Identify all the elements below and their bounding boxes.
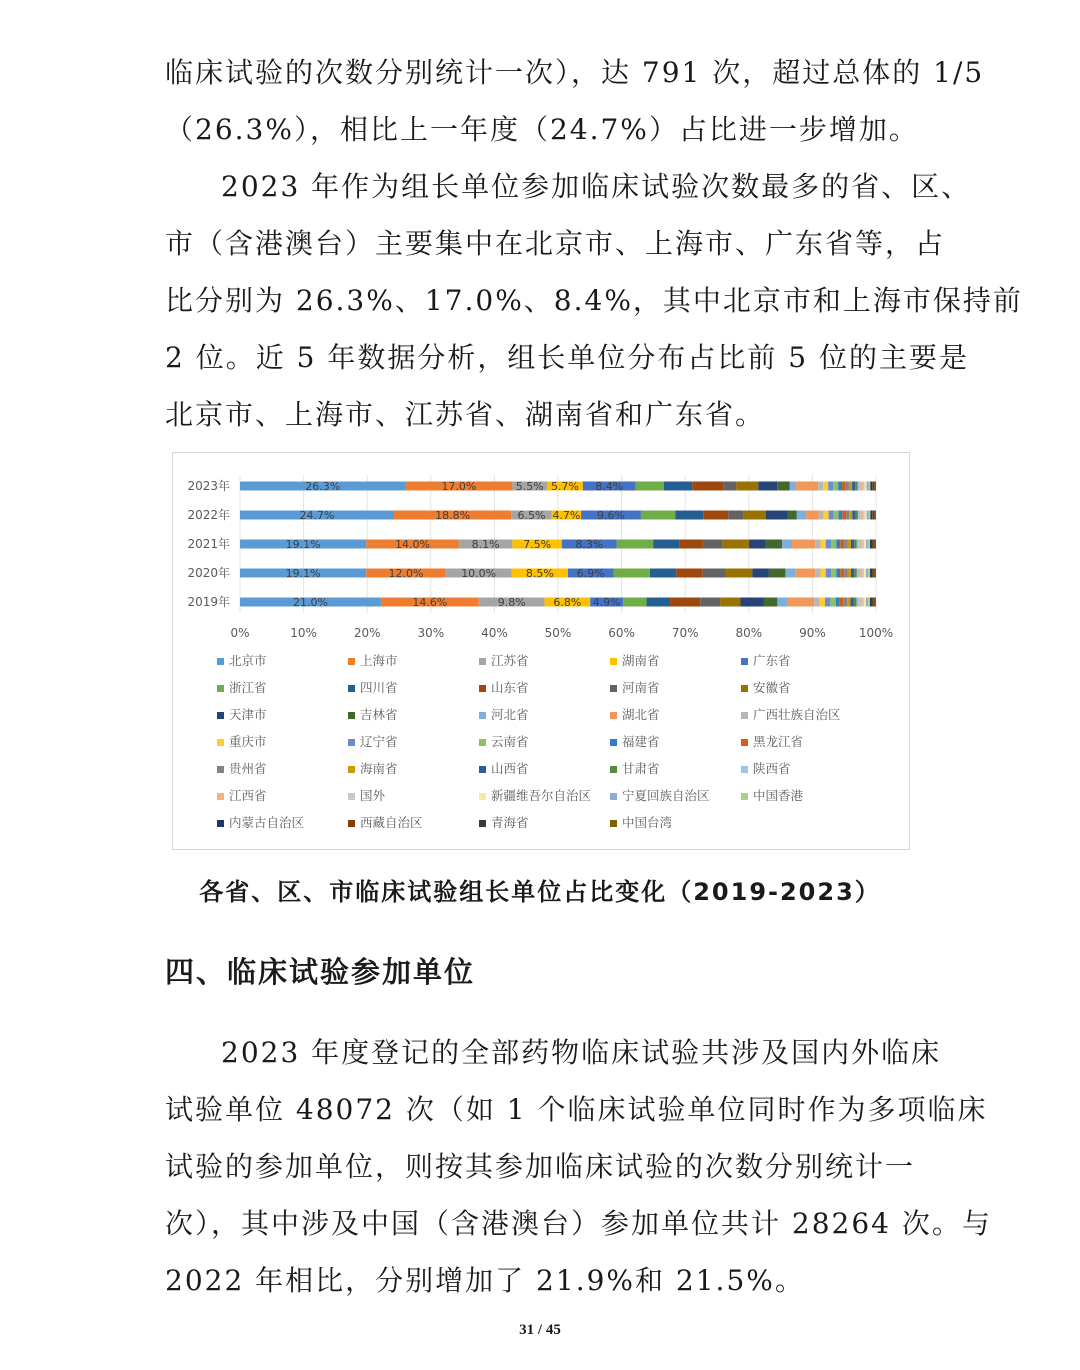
bar-segment — [752, 569, 769, 578]
bar-segment — [862, 540, 864, 549]
legend-swatch — [479, 793, 486, 800]
bar-segment — [864, 598, 866, 607]
bar-segment — [872, 511, 873, 520]
legend-swatch — [741, 712, 748, 719]
data-label: 17.0% — [441, 480, 477, 493]
bar-segment — [874, 511, 875, 520]
legend-swatch — [479, 658, 486, 665]
bar-segment — [851, 540, 854, 549]
paragraph-participating-units — [165, 1024, 992, 1309]
legend-swatch — [348, 820, 355, 827]
bar-segment — [840, 569, 844, 578]
bar-segment — [846, 511, 849, 520]
bar-segment — [664, 482, 692, 491]
bar-segment — [828, 482, 833, 491]
bar-segment — [830, 598, 835, 607]
bar-segment — [870, 540, 872, 549]
legend-label: 山西省 — [491, 761, 529, 776]
bar-segment — [870, 598, 872, 607]
bar-segment — [820, 598, 825, 607]
paragraph-line: （26.3%），相比上一年度（24.7%）占比进一步增加。 — [165, 113, 919, 146]
legend-swatch — [741, 766, 748, 773]
bar-segment — [636, 482, 664, 491]
bar-segment — [840, 598, 844, 607]
legend-label: 安徽省 — [753, 680, 791, 695]
bar-segment — [829, 511, 834, 520]
bar-segment — [820, 540, 825, 549]
bar-segment — [777, 482, 790, 491]
bar-segment — [857, 598, 860, 607]
x-tick-label: 80% — [735, 626, 763, 640]
figure-caption: 各省、区、市临床试验组长单位占比变化（2019-2023） — [199, 878, 881, 906]
bar-segment — [873, 482, 874, 491]
legend-label: 河南省 — [622, 680, 660, 695]
data-label: 26.3% — [305, 480, 341, 493]
bar-segment — [825, 598, 830, 607]
bar-segment — [875, 540, 876, 549]
data-label: 9.8% — [497, 596, 526, 609]
legend-swatch — [610, 766, 617, 773]
bar-segment — [782, 540, 792, 549]
data-label: 8.1% — [471, 538, 500, 551]
bar-segment — [866, 569, 868, 578]
bar-segment — [867, 482, 869, 491]
bar-segment — [851, 598, 854, 607]
bar-segment — [870, 569, 872, 578]
legend-label: 国外 — [360, 788, 386, 803]
legend-label: 上海市 — [360, 653, 398, 668]
legend-label: 浙江省 — [229, 680, 267, 695]
legend-label: 西藏自治区 — [360, 815, 423, 830]
bar-segment — [790, 482, 796, 491]
legend-swatch — [610, 685, 617, 692]
bar-segment — [824, 511, 829, 520]
bar-segment — [855, 511, 857, 520]
bar-segment — [849, 511, 852, 520]
legend-label: 福建省 — [622, 734, 660, 749]
bar-segment — [650, 569, 676, 578]
legend-label: 新疆维吾尔自治区 — [491, 788, 592, 803]
bar-segment — [851, 569, 854, 578]
data-label: 4.7% — [552, 509, 581, 522]
bar-segment — [870, 482, 872, 491]
paragraph-line: 比分别为 26.3%、17.0%、8.4%，其中北京市和上海市保持前 — [165, 284, 1023, 317]
data-label: 6.9% — [576, 567, 605, 580]
bar-segment — [795, 569, 815, 578]
bar-segment — [873, 598, 874, 607]
legend-label: 辽宁省 — [360, 734, 398, 749]
bar-segment — [806, 511, 818, 520]
legend-swatch — [479, 766, 486, 773]
bar-segment — [873, 540, 874, 549]
bar-segment — [872, 569, 873, 578]
bar-segment — [819, 511, 824, 520]
legend-label: 黑龙江省 — [753, 734, 804, 749]
bar-segment — [814, 598, 819, 607]
bar-segment — [859, 540, 862, 549]
bar-segment — [864, 569, 866, 578]
legend-label: 海南省 — [360, 761, 398, 776]
x-tick-label: 70% — [671, 626, 699, 640]
bar-segment — [831, 540, 836, 549]
bar-segment — [787, 598, 814, 607]
data-label: 14.6% — [412, 596, 448, 609]
legend-swatch — [479, 685, 486, 692]
bar-segment — [862, 598, 864, 607]
bar-segment — [868, 569, 870, 578]
x-tick-label: 20% — [353, 626, 381, 640]
bar-segment — [858, 482, 861, 491]
legend-label: 云南省 — [491, 734, 529, 749]
bar-segment — [692, 482, 723, 491]
bar-segment — [724, 482, 737, 491]
legend-swatch — [217, 793, 224, 800]
bar-segment — [785, 569, 795, 578]
data-label: 4.9% — [592, 596, 621, 609]
legend-swatch — [479, 739, 486, 746]
data-label: 6.5% — [517, 509, 546, 522]
legend-label: 山东省 — [491, 680, 529, 695]
bar-segment — [834, 511, 839, 520]
bar-segment — [653, 540, 679, 549]
bar-segment — [736, 482, 758, 491]
bar-segment — [838, 482, 842, 491]
bar-segment — [680, 540, 703, 549]
bar-segment — [844, 540, 847, 549]
paragraph-leader-provinces — [165, 158, 1023, 443]
data-label: 8.4% — [595, 480, 624, 493]
paragraph-continued — [165, 44, 985, 158]
data-label: 5.5% — [515, 480, 544, 493]
bar-segment — [868, 482, 870, 491]
bar-segment — [647, 598, 670, 607]
bar-segment — [875, 511, 876, 520]
bar-segment — [865, 482, 867, 491]
paragraph-line: 临床试验的次数分别统计一次），达 791 次，超过总体的 1/5 — [165, 56, 985, 89]
legend-swatch — [217, 712, 224, 719]
bar-segment — [854, 569, 857, 578]
legend-label: 江苏省 — [491, 653, 529, 668]
data-label: 10.0% — [461, 567, 497, 580]
bar-segment — [720, 598, 740, 607]
bar-segment — [728, 511, 744, 520]
x-tick-label: 10% — [290, 626, 317, 640]
x-tick-label: 90% — [799, 626, 826, 640]
legend-label: 天津市 — [229, 707, 267, 722]
bar-segment — [831, 569, 836, 578]
paragraph-line: 2023 年作为组长单位参加临床试验次数最多的省、区、 — [221, 170, 972, 203]
legend-swatch — [610, 739, 617, 746]
x-tick-label: 30% — [417, 626, 445, 640]
data-label: 9.6% — [597, 509, 625, 522]
bar-segment — [726, 569, 752, 578]
paragraph-line: 试验单位 48072 次（如 1 个临床试验单位同时作为多项临床 — [165, 1093, 988, 1126]
legend-swatch — [217, 766, 224, 773]
bar-segment — [852, 482, 855, 491]
legend-swatch — [479, 820, 486, 827]
data-label: 8.5% — [525, 567, 554, 580]
bar-segment — [758, 482, 777, 491]
legend-swatch — [741, 658, 748, 665]
legend-swatch — [741, 793, 748, 800]
bar-segment — [846, 482, 849, 491]
bar-segment — [875, 598, 876, 607]
page-number: 31 / 45 — [519, 1322, 561, 1338]
x-tick-label: 100% — [858, 626, 894, 640]
bar-segment — [854, 540, 857, 549]
bar-segment — [617, 540, 653, 549]
bar-segment — [849, 482, 852, 491]
bar-segment — [842, 482, 846, 491]
bar-segment — [869, 511, 871, 520]
bar-segment — [858, 511, 860, 520]
bar-segment — [826, 540, 831, 549]
legend-label: 吉林省 — [360, 707, 398, 722]
bar-segment — [766, 540, 783, 549]
bar-segment — [839, 511, 843, 520]
bar-segment — [865, 511, 867, 520]
data-label: 19.1% — [285, 567, 321, 580]
bar-segment — [864, 540, 866, 549]
bar-segment — [769, 569, 786, 578]
data-label: 6.8% — [553, 596, 582, 609]
legend-swatch — [741, 685, 748, 692]
legend-swatch — [217, 820, 224, 827]
legend-swatch — [610, 658, 617, 665]
bar-segment — [872, 482, 873, 491]
legend-swatch — [348, 712, 355, 719]
legend-swatch — [610, 820, 617, 827]
legend-swatch — [217, 658, 224, 665]
bar-segment — [815, 569, 820, 578]
bar-segment — [863, 482, 865, 491]
legend-label: 广西壮族自治区 — [753, 707, 841, 722]
paragraph-line: 北京市、上海市、江苏省、湖南省和广东省。 — [165, 398, 766, 431]
legend-label: 中国香港 — [753, 788, 804, 803]
bar-segment — [700, 598, 720, 607]
paragraph-line: 2 位。近 5 年数据分析，组长单位分布占比前 5 位的主要是 — [165, 341, 969, 374]
chart-canvas — [173, 453, 909, 849]
legend-label: 湖南省 — [622, 653, 660, 668]
data-label: 18.8% — [435, 509, 471, 522]
bar-segment — [820, 569, 825, 578]
legend-swatch — [348, 685, 355, 692]
bar-segment — [792, 540, 815, 549]
bar-segment — [873, 569, 874, 578]
bar-segment — [854, 598, 857, 607]
x-tick-label: 0% — [230, 626, 250, 640]
bar-segment — [852, 511, 855, 520]
bar-segment — [833, 482, 838, 491]
bar-segment — [764, 598, 777, 607]
bar-segment — [868, 598, 870, 607]
legend-label: 重庆市 — [229, 734, 267, 749]
data-label: 7.5% — [523, 538, 552, 551]
legend-swatch — [610, 712, 617, 719]
bar-segment — [818, 482, 823, 491]
bar-segment — [703, 569, 726, 578]
paragraph-line: 2022 年相比，分别增加了 21.9%和 21.5%。 — [165, 1264, 805, 1297]
data-label: 19.1% — [285, 538, 321, 551]
legend-label: 贵州省 — [229, 761, 267, 776]
data-label: 14.0% — [395, 538, 431, 551]
bar-segment — [641, 511, 675, 520]
bar-segment — [872, 540, 873, 549]
bar-segment — [848, 540, 851, 549]
data-label: 5.7% — [550, 480, 579, 493]
bar-segment — [847, 598, 850, 607]
legend-label: 湖北省 — [622, 707, 660, 722]
data-label: 21.0% — [292, 596, 328, 609]
bar-segment — [676, 569, 702, 578]
section-heading: 四、临床试验参加单位 — [165, 955, 476, 989]
bar-segment — [860, 482, 863, 491]
bar-segment — [815, 540, 820, 549]
bar-segment — [749, 540, 766, 549]
legend-label: 四川省 — [360, 680, 398, 695]
bar-segment — [840, 540, 844, 549]
bar-segment — [859, 598, 862, 607]
bar-segment — [863, 511, 865, 520]
legend-swatch — [741, 739, 748, 746]
bar-segment — [766, 511, 788, 520]
bar-segment — [844, 598, 847, 607]
legend-label: 青海省 — [491, 815, 529, 830]
legend-swatch — [348, 739, 355, 746]
bar-segment — [796, 482, 818, 491]
bar-segment — [836, 598, 840, 607]
bar-segment — [614, 569, 650, 578]
legend-swatch — [348, 793, 355, 800]
x-tick-label: 40% — [481, 626, 508, 640]
bar-segment — [859, 569, 862, 578]
y-category-label: 2021年 — [187, 537, 230, 551]
bar-segment — [670, 598, 700, 607]
bar-segment — [836, 540, 840, 549]
y-category-label: 2022年 — [187, 508, 230, 522]
legend-label: 宁夏回族自治区 — [622, 788, 710, 803]
bar-segment — [860, 511, 862, 520]
legend-label: 广东省 — [753, 653, 791, 668]
legend-label: 河北省 — [491, 707, 529, 722]
bar-segment — [866, 598, 868, 607]
data-label: 12.0% — [388, 567, 424, 580]
bar-segment — [867, 511, 869, 520]
bar-segment — [848, 569, 851, 578]
legend-swatch — [348, 766, 355, 773]
bar-segment — [787, 511, 796, 520]
y-category-label: 2019年 — [187, 595, 230, 609]
data-label: 8.3% — [575, 538, 604, 551]
bar-segment — [872, 598, 873, 607]
bar-segment — [823, 482, 828, 491]
bar-segment — [855, 482, 858, 491]
bar-segment — [703, 540, 723, 549]
bar-segment — [723, 540, 749, 549]
bar-segment — [744, 511, 766, 520]
legend-label: 内蒙古自治区 — [229, 815, 305, 830]
bar-segment — [703, 511, 728, 520]
bar-segment — [675, 511, 703, 520]
bar-segment — [875, 482, 876, 491]
bar-segment — [777, 598, 787, 607]
bar-segment — [857, 569, 860, 578]
bar-segment — [866, 540, 868, 549]
bar-segment — [870, 511, 872, 520]
y-category-label: 2020年 — [187, 566, 230, 580]
bar-segment — [826, 569, 831, 578]
x-tick-label: 60% — [608, 626, 635, 640]
paragraph-line: 试验的参加单位，则按其参加临床试验的次数分别统计一 — [165, 1150, 916, 1183]
bar-segment — [875, 569, 876, 578]
legend-label: 江西省 — [229, 788, 267, 803]
legend-swatch — [479, 712, 486, 719]
bar-segment — [623, 598, 646, 607]
bar-segment — [844, 569, 847, 578]
y-category-label: 2023年 — [187, 479, 230, 493]
bar-segment — [842, 511, 846, 520]
bar-segment — [868, 540, 870, 549]
stacked-bar-chart — [172, 452, 910, 850]
bar-segment — [740, 598, 763, 607]
paragraph-line: 市（含港澳台）主要集中在北京市、上海市、广东省等，占 — [165, 227, 946, 260]
bar-segment — [862, 569, 864, 578]
legend-swatch — [348, 658, 355, 665]
bar-segment — [797, 511, 806, 520]
legend-swatch — [217, 685, 224, 692]
paragraph-line: 次），其中涉及中国（含港澳台）参加单位共计 28264 次。与 — [165, 1207, 992, 1240]
bar-segment — [836, 569, 840, 578]
x-tick-label: 50% — [544, 626, 572, 640]
legend-label: 中国台湾 — [622, 815, 673, 830]
legend-label: 甘肃省 — [622, 761, 660, 776]
legend-swatch — [217, 739, 224, 746]
legend-swatch — [610, 793, 617, 800]
data-label: 24.7% — [299, 509, 335, 522]
paragraph-line: 2023 年度登记的全部药物临床试验共涉及国内外临床 — [221, 1036, 942, 1069]
legend-label: 陕西省 — [753, 761, 791, 776]
legend-label: 北京市 — [229, 653, 267, 668]
bar-segment — [857, 540, 860, 549]
